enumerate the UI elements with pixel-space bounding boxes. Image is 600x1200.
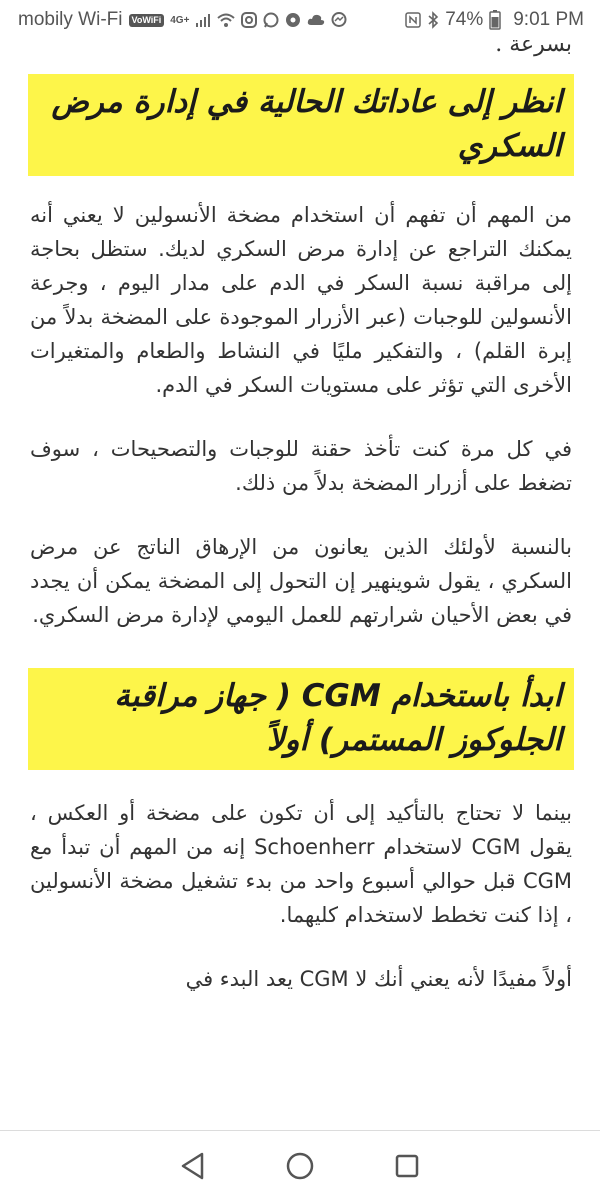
back-icon xyxy=(180,1152,206,1180)
network-type-label: 4G+ xyxy=(170,14,190,26)
vowifi-badge: VoWiFi xyxy=(129,14,165,27)
wifi-icon xyxy=(217,12,235,28)
back-button[interactable] xyxy=(173,1146,213,1186)
paragraph-cgm-useful: أولاً مفيدًا لأنه يعني أنك لا CGM يعد البدء في xyxy=(185,967,572,991)
home-icon xyxy=(285,1151,315,1181)
recents-icon xyxy=(394,1153,420,1179)
home-button[interactable] xyxy=(280,1146,320,1186)
article-content xyxy=(0,40,600,1130)
paragraph-burnout: بالنسبة لأولئك الذين يعانون من الإرهاق الناتج عن مرض السكري ، يقول شوينهير إن التحول إلى المضخة يمكن أن يجدد في بعض الأحيان شرارتهم للعمل اليومي لإدارة مرض السكري. xyxy=(30,535,572,627)
section-heading-cgm: ابدأ باستخدام CGM ( جهاز مراقبة الجلوكوز المستمر) أولاً xyxy=(28,668,574,770)
status-left xyxy=(18,9,347,31)
clock-time: 9:01 PM xyxy=(513,9,584,30)
soccer-icon xyxy=(285,12,301,28)
cut-off-text: بسرعة . xyxy=(495,40,572,57)
carrier-label: mobily Wi-Fi xyxy=(18,9,123,30)
signal-icon xyxy=(195,12,211,28)
paragraph-injections: في كل مرة كنت تأخذ حقنة للوجبات والتصحيحات ، سوف تضغط على أزرار المضخة بدلاً من ذلك. xyxy=(30,437,572,495)
whatsapp-icon xyxy=(263,12,279,28)
nfc-icon xyxy=(405,12,421,28)
cloud-icon xyxy=(307,12,325,28)
recents-button[interactable] xyxy=(387,1146,427,1186)
status-bar xyxy=(0,0,600,40)
system-nav-bar xyxy=(0,1130,600,1200)
paragraph-insulin-pump: من المهم أن تفهم أن استخدام مضخة الأنسولين لا يعني أنه يمكنك التراجع عن إدارة مرض السكري لديك. ستظل بحاجة إلى مراقبة نسبة السكر في الدم على مدار اليوم ، وجرعة الأنسولين للوجبات (عبر الأزرار الموجودة على المضخة بدلاً من إبرة القلم) ، والتفكير مليًا في النشاط والطعام والمتغيرات الأخرى التي تؤثر على مستويات السكر في الدم. xyxy=(30,203,572,397)
status-right xyxy=(405,9,584,31)
battery-icon xyxy=(489,10,501,30)
battery-percent: 74% xyxy=(445,9,484,30)
bluetooth-icon xyxy=(427,11,439,29)
messenger-icon xyxy=(331,12,347,28)
instagram-icon xyxy=(241,12,257,28)
paragraph-cgm-first: بينما لا تحتاج بالتأكيد إلى أن تكون على مضخة أو العكس ، يقول CGM لاستخدام Schoenherr إنه من المهم أن تبدأ مع CGM قبل حوالي أسبوع واحد من بدء تشغيل مضخة الأنسولين ، إذا كنت تخطط لاستخدام كليهما. xyxy=(30,801,573,927)
section-heading-habits: انظر إلى عاداتك الحالية في إدارة مرض السكري xyxy=(28,74,574,176)
